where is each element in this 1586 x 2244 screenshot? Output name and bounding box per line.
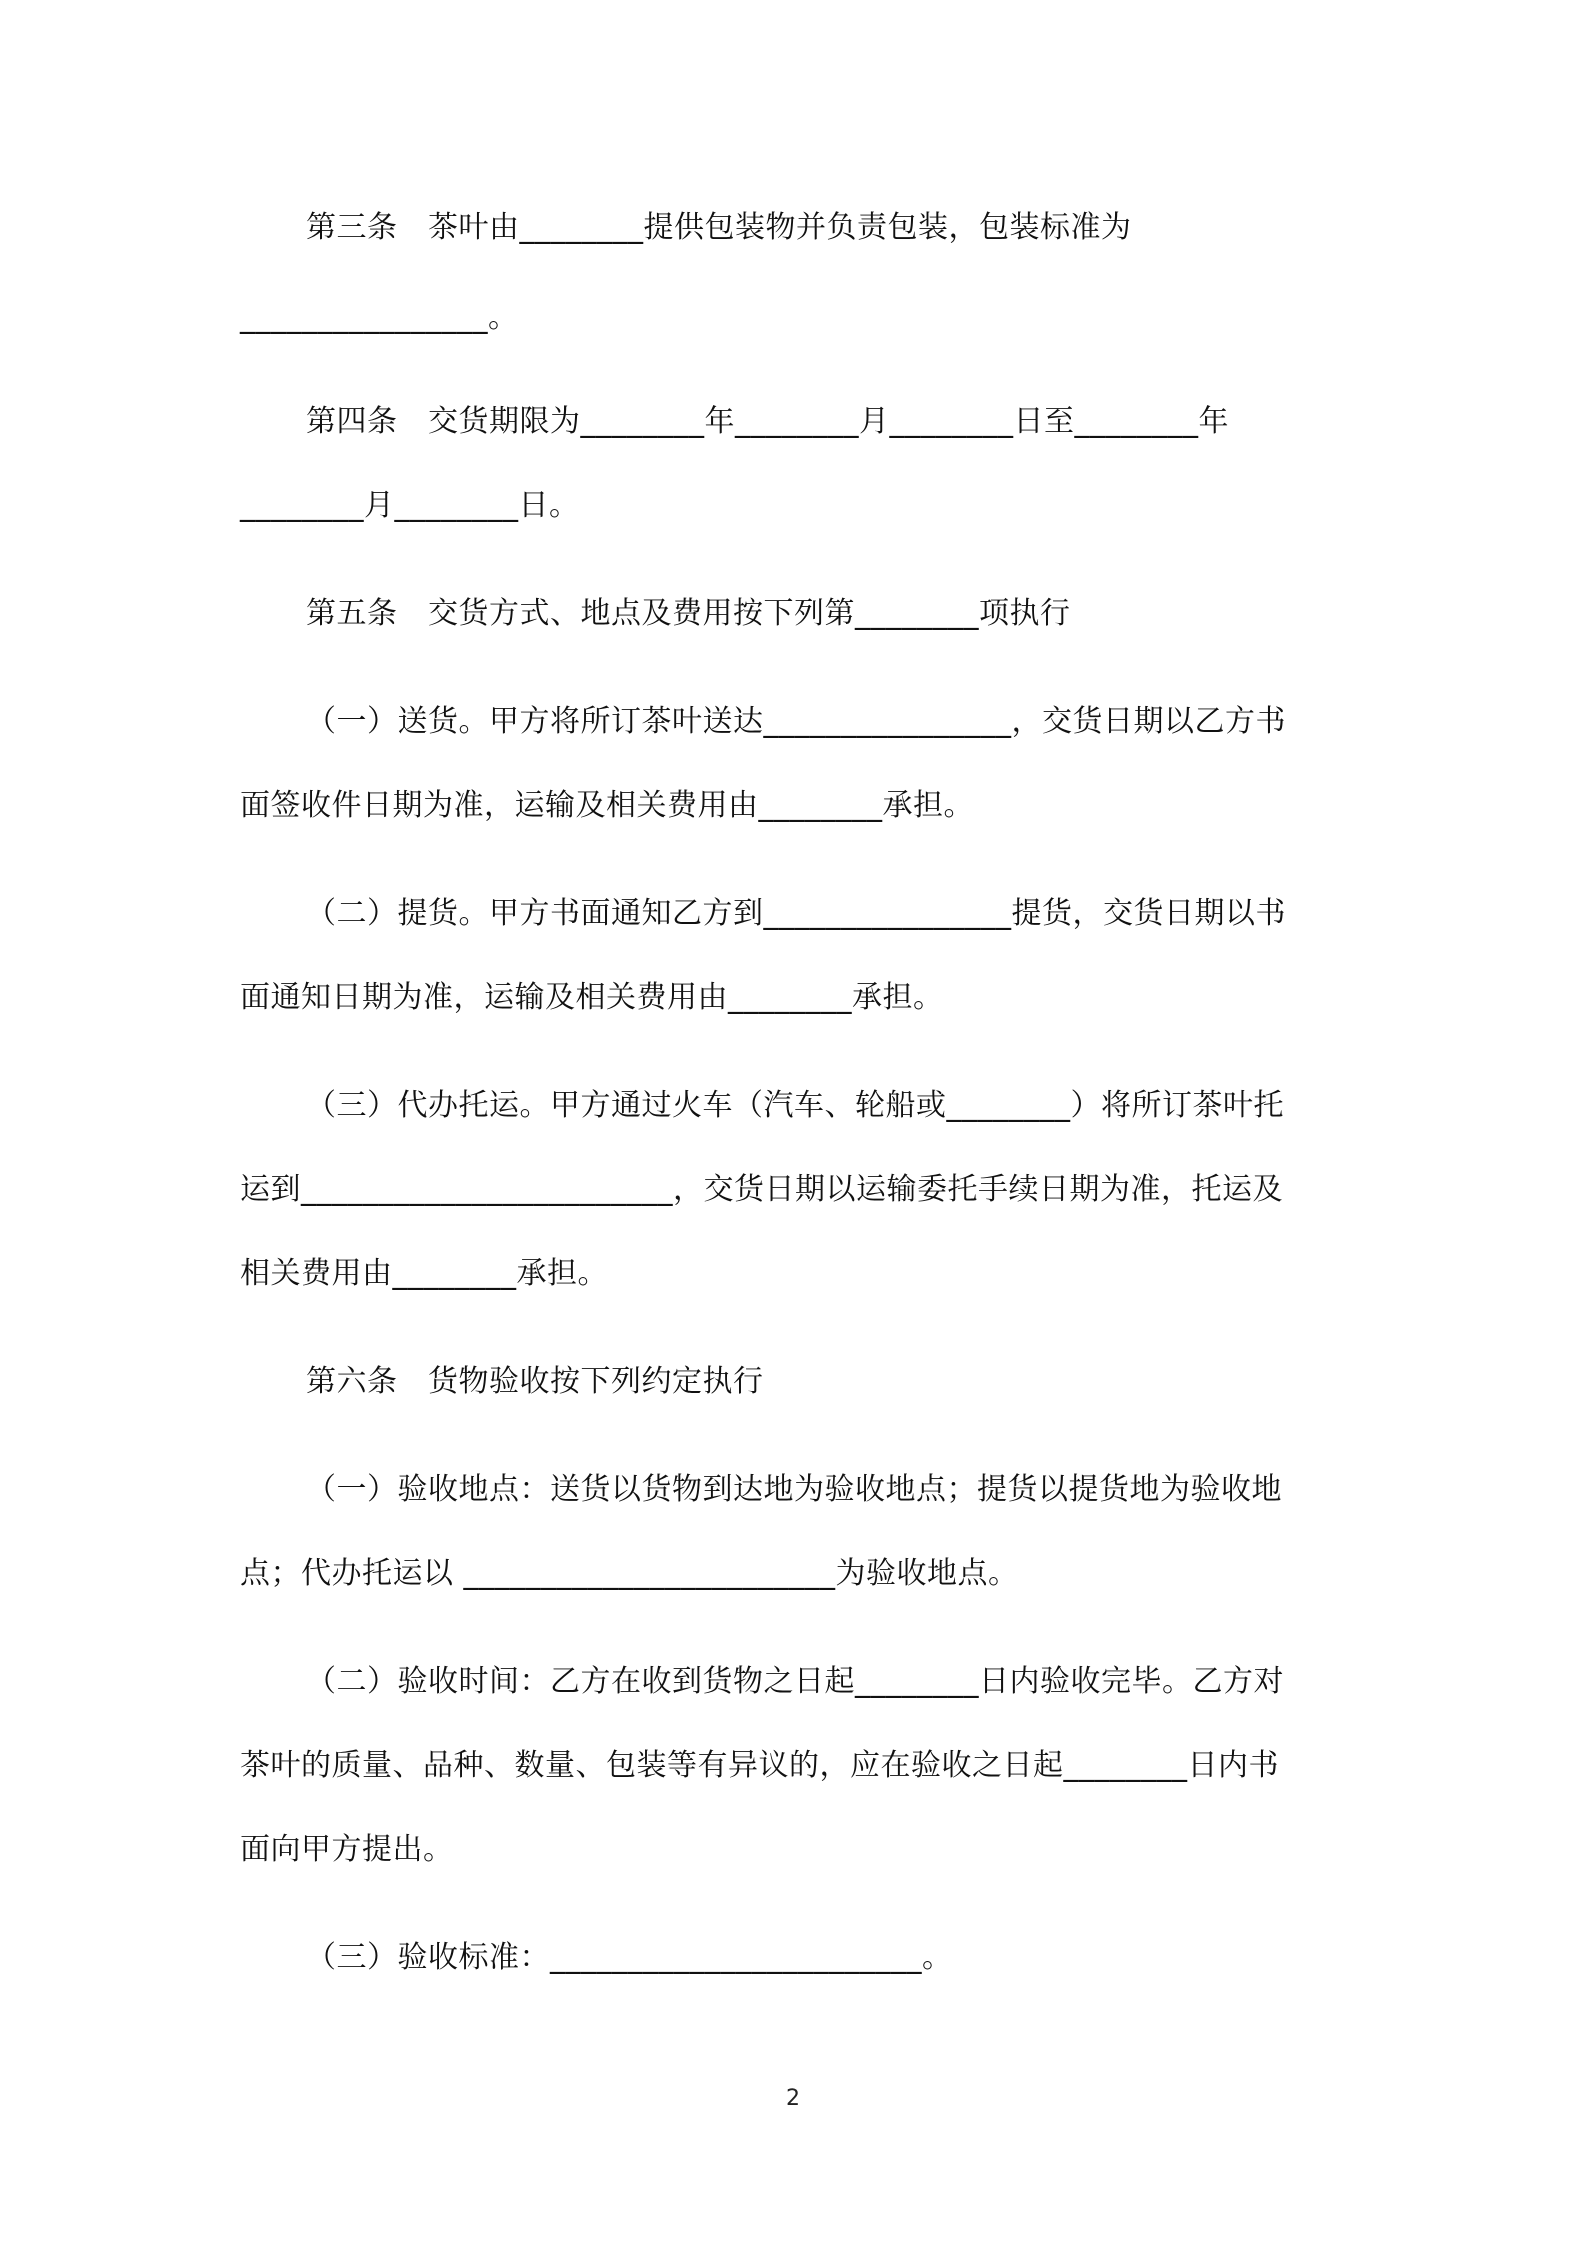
delivery-option-3-line-1: （三）代办托运。甲方通过火车（汽车、轮船或________）将所订茶叶托 [306,1088,1284,1123]
article-4-line-2: ________月________日。 [240,488,580,523]
inspection-time-line-3: 面向甲方提出。 [240,1832,454,1867]
delivery-option-3-line-2: 运到________________________，交货日期以运输委托手续日期为准，托运及 [240,1172,1283,1207]
delivery-option-1-line-1: （一）送货。甲方将所订茶叶送达________________，交货日期以乙方书 [306,704,1286,739]
article-3-line-1: 第三条 茶叶由________提供包装物并负责包装，包装标准为 [306,210,1132,245]
inspection-location-line-2: 点；代办托运以 ________________________为验收地点。 [240,1556,1019,1591]
delivery-option-2-line-2: 面通知日期为准，运输及相关费用由________承担。 [240,980,944,1015]
inspection-location-line-1: （一）验收地点：送货以货物到达地为验收地点；提货以提货地为验收地 [306,1472,1282,1507]
inspection-standard-line: （三）验收标准：________________________。 [306,1940,953,1975]
inspection-time-line-2: 茶叶的质量、品种、数量、包装等有异议的，应在验收之日起________日内书 [240,1748,1279,1783]
article-6-heading: 第六条 货物验收按下列约定执行 [306,1364,764,1399]
page-number: 2 [786,2086,800,2111]
delivery-option-3-line-3: 相关费用由________承担。 [240,1256,608,1291]
inspection-time-line-1: （二）验收时间：乙方在收到货物之日起________日内验收完毕。乙方对 [306,1664,1284,1699]
article-5-heading: 第五条 交货方式、地点及费用按下列第________项执行 [306,596,1071,631]
article-3-line-2: ________________。 [240,300,519,335]
article-4-line-1: 第四条 交货期限为________年________月________日至________年 [306,404,1229,439]
delivery-option-2-line-1: （二）提货。甲方书面通知乙方到________________提货，交货日期以书 [306,896,1286,931]
delivery-option-1-line-2: 面签收件日期为准，运输及相关费用由________承担。 [240,788,974,823]
